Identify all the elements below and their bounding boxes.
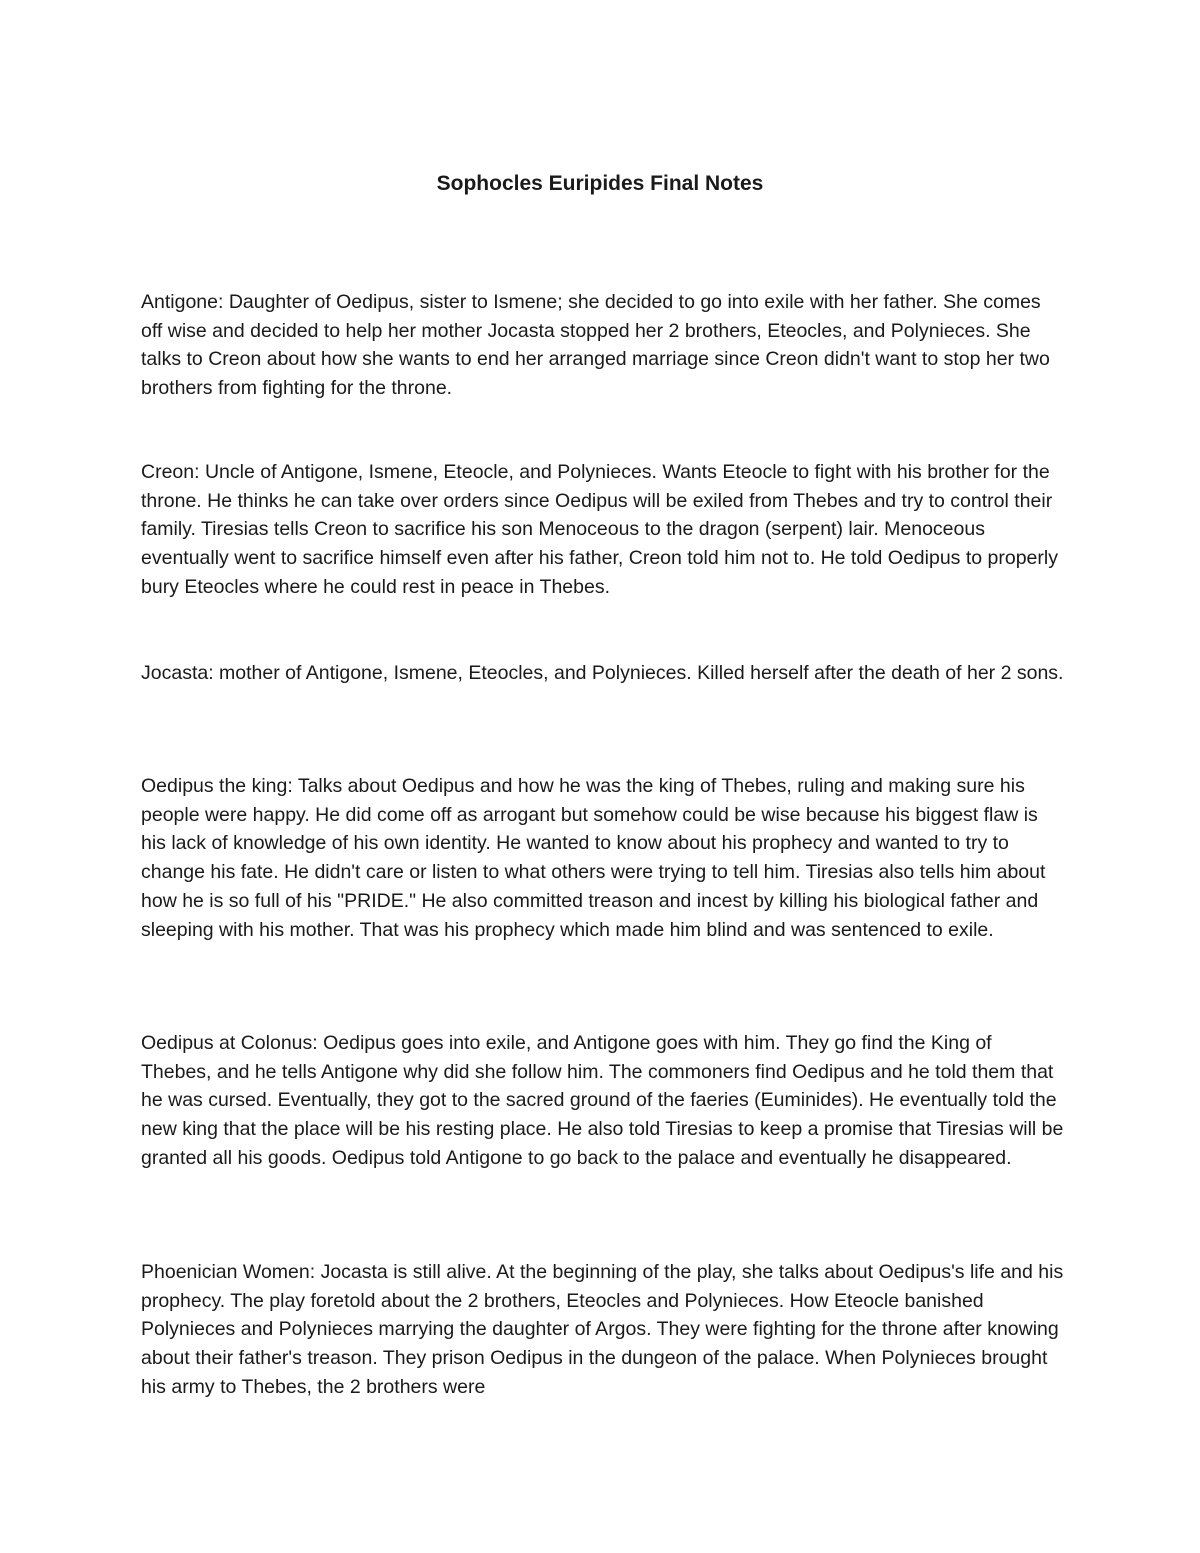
paragraph-antigone: Antigone: Daughter of Oedipus, sister to Ismene; she decided to go into exile with her father. She comes off wise and decided to help her mother Jocasta stopped her 2 brothers, Eteocles, and Polynieces. She talks to Creon about how she wants to end her arranged marriage since Creon didn't want to stop her two brothers from fighting for the throne. [141,291,1050,400]
paragraph-creon: Creon: Uncle of Antigone, Ismene, Eteocle, and Polynieces. Wants Eteocle to fight with his brother for the throne. He thinks he can take over orders since Oedipus will be exiled from Thebes and try to control their family. Tiresias tells Creon to sacrifice his son Menoceous to the dragon (serpent) lair. Menoceous eventually went to sacrifice himself even after his father, Creon told him not to. He told Oedipus to properly bury Eteocles where he could rest in peace in Thebes. [141,461,1058,598]
paragraph-jocasta: Jocasta: mother of Antigone, Ismene, Eteocles, and Polynieces. Killed herself after the death of her 2 sons. [141,662,1064,684]
document-title: Sophocles Euripides Final Notes [436,172,764,195]
paragraph-phoenician-women: Phoenician Women: Jocasta is still alive. At the beginning of the play, she talks about Oedipus's life and his prophecy. The play foretold about the 2 brothers, Eteocles and Polynieces. How Eteocle banished Polynieces and Polynieces marrying the daughter of Argos. They were fighting for the throne after knowing about their father's treason. They prison Oedipus in the dungeon of the palace. When Polynieces brought his army to Thebes, the 2 brothers were [141,1261,1064,1398]
paragraph-oedipus-at-colonus: Oedipus at Colonus: Oedipus goes into exile, and Antigone goes with him. They go find the King of Thebes, and he tells Antigone why did she follow him. The commoners find Oedipus and he told them that he was cursed. Eventually, they got to the sacred ground of the faeries (Euminides). He eventually told the new king that the place will be his resting place. He also told Tiresias to keep a promise that Tiresias will be granted all his goods. Oedipus told Antigone to go back to the palace and eventually he disappeared. [141,1032,1064,1169]
paragraph-oedipus-the-king: Oedipus the king: Talks about Oedipus and how he was the king of Thebes, ruling and making sure his people were happy. He did come off as arrogant but somehow could be wise because his biggest flaw is his lack of knowledge of his own identity. He wanted to know about his prophecy and wanted to try to change his fate. He didn't care or listen to what others were trying to tell him. Tiresias also tells him about how he is so full of his "PRIDE." He also committed treason and incest by killing his biological father and sleeping with his mother. That was his prophecy which made him blind and was sentenced to exile. [141,775,1046,941]
